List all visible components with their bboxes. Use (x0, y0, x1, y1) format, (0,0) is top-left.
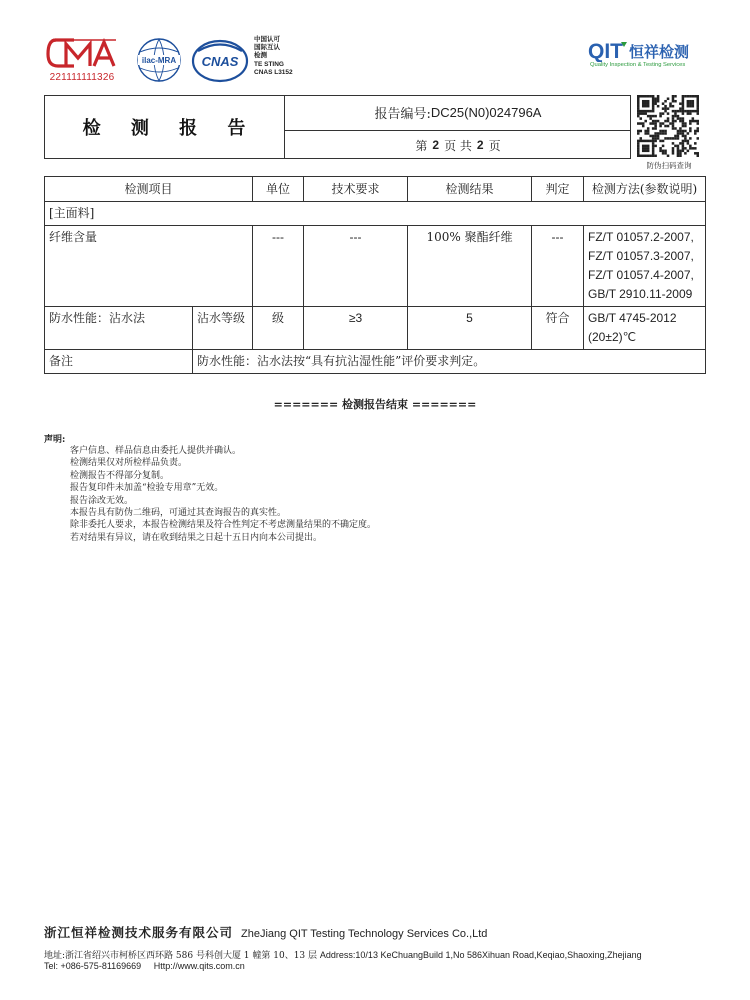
address-cn: 浙江省绍兴市柯桥区西环路 586 号科创大厦 1 幢第 10、13 层 (65, 951, 318, 961)
row-method: GB/T 4745-2012 (20±2)℃ (584, 307, 706, 350)
row-requirement: ≥3 (304, 307, 408, 350)
page-indicator: 第 2 页 共 2 页 (415, 138, 501, 153)
table-row (45, 226, 706, 307)
row-unit: --- (253, 226, 304, 307)
col-header-unit: 单位 (253, 177, 304, 202)
col-header-verdict: 判定 (532, 177, 584, 202)
qr-caption: 防伪扫码查询 (646, 161, 692, 170)
row-verdict: --- (532, 226, 584, 307)
section-row (45, 202, 706, 226)
row-sub-item: 沾水等级 (193, 307, 253, 350)
list-item: 若对结果有异议，请在收到结果之日起十五日内向本公司提出。 (70, 532, 323, 543)
remark-label: 备注 (45, 350, 193, 374)
report-title-cell (44, 95, 285, 159)
row-item: 纤维含量 (45, 226, 253, 307)
col-header-item: 检测项目 (45, 177, 253, 202)
section-label: [主面料] (45, 202, 706, 226)
list-item: 除非委托人要求，本报告检测结果及符合性判定不考虑测量结果的不确定度。 (70, 520, 377, 531)
website-link[interactable]: Http://www.qits.com.cn (153, 961, 245, 971)
row-result: 5 (408, 307, 532, 350)
company-name-en: ZheJiang QIT Testing Technology Services Co.,Ltd (241, 928, 488, 940)
footer-contact: Tel: +086-575-81169669 Http://www.qits.com.cn (44, 961, 245, 971)
qit-logo (588, 38, 700, 62)
anti-counterfeit-qr-code[interactable] (637, 95, 699, 157)
col-header-method: 检测方法(参数说明) (584, 177, 706, 202)
list-item: 客户信息、样品信息由委托人提供并确认。 (70, 446, 242, 456)
list-item: 本报告具有防伪二维码，可通过其查询报告的真实性。 (70, 508, 287, 519)
footer-company (44, 923, 724, 941)
list-item: 检测结果仅对所检样品负责。 (70, 458, 188, 469)
address-en: Address:10/13 KeChuangBuild 1,No 586Xihuan Road,Keqiao,Shaoxing,Zhejiang (319, 950, 642, 960)
report-end-marker: ======= 检测报告结束 ======= (273, 398, 477, 411)
list-item: 报告涂改无效。 (70, 495, 134, 506)
cma-number: 221111111326 (49, 72, 115, 83)
list-item: 报告复印件未加盖“检验专用章”无效。 (70, 483, 224, 494)
row-requirement: --- (304, 226, 408, 307)
col-header-result: 检测结果 (408, 177, 532, 202)
company-name-cn: 浙江恒祥检测技术服务有限公司 (44, 925, 234, 940)
cnas-logo (190, 38, 250, 84)
svg-text:恒祥检测: 恒祥检测 (629, 43, 690, 61)
report-number-row (285, 95, 631, 131)
remark-text: 防水性能：沾水法按“具有抗沾湿性能”评价要求判定。 (193, 350, 706, 374)
svg-text:CNAS: CNAS (201, 54, 239, 69)
svg-text:QIT: QIT (588, 40, 623, 62)
declarations-title: 声明: (44, 435, 66, 445)
col-header-requirement: 技术要求 (304, 177, 408, 202)
declarations-list (70, 445, 376, 544)
svg-text:ilac-MRA: ilac-MRA (141, 56, 177, 65)
report-number-label: 报告编号: (374, 107, 431, 122)
row-result: 100% 聚酯纤维 (408, 226, 532, 307)
tel-number: +086-575-81169669 (60, 961, 142, 971)
ilac-mra-logo (134, 36, 184, 84)
remark-row (45, 350, 706, 374)
row-item: 防水性能：沾水法 (45, 307, 193, 350)
row-unit: 级 (253, 307, 304, 350)
page-total: 2 (476, 138, 484, 152)
page-current: 2 (432, 138, 440, 152)
results-table (44, 176, 706, 374)
table-row (45, 307, 706, 350)
table-header-row (45, 177, 706, 202)
row-verdict: 符合 (532, 307, 584, 350)
row-method: FZ/T 01057.2-2007, FZ/T 01057.3-2007, FZ/T 01057.4-2007, GB/T 2910.11-2009 (584, 226, 706, 307)
list-item: 检测报告不得部分复制。 (70, 470, 170, 481)
cnas-accreditation-text: 中国认可 国际互认 检测 TE STING CNAS L3152 (254, 36, 293, 76)
report-title: 检 测 报 告 (82, 118, 258, 139)
report-number: DC25(N0)024796A (430, 105, 542, 120)
footer-address: 地址:浙江省绍兴市柯桥区西环路 586 号科创大厦 1 幢第 10、13 层 Address:10/13 KeChuangBuild 1,No 586Xihuan Road,Keqiao,Shaoxing,Zhejiang (44, 950, 642, 961)
qit-tagline: Quality Inspection & Testing Services (590, 62, 686, 68)
